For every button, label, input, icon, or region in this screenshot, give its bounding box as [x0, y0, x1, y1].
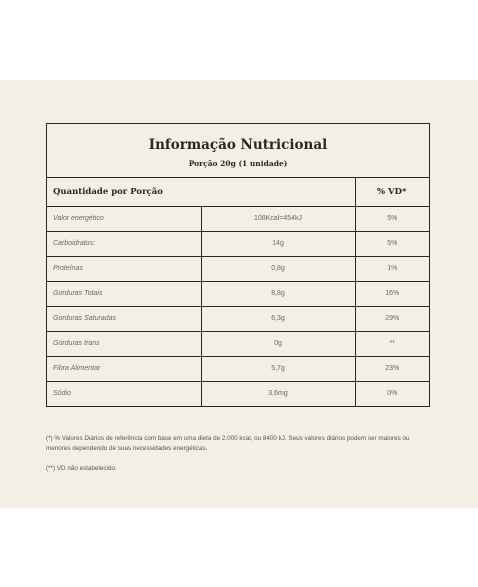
table-title: Informação Nutricional	[148, 137, 328, 153]
nutrient-vd: 23%	[355, 356, 429, 381]
table-row	[47, 306, 429, 331]
nutrient-value: 0g	[201, 331, 355, 356]
table-header	[47, 124, 429, 178]
table-row	[47, 331, 429, 356]
daily-value-footnote: (*) % Valores Diários de referência com base em uma dieta de 2.000 kcal, ou 8400 kJ. Seus valores diários podem ser maiores ou menores dependendo de suas necessidades energéticas.	[46, 435, 410, 452]
nutrient-vd: **	[355, 331, 429, 356]
nutrient-vd: 29%	[355, 306, 429, 331]
nutrient-name: Valor energético	[47, 206, 201, 231]
serving-size: Porção 20g (1 unidade)	[188, 159, 288, 168]
nutrient-value: 14g	[201, 231, 355, 256]
table-row	[47, 356, 429, 381]
footnotes	[46, 434, 430, 484]
nutrient-name: Proteínas	[47, 256, 201, 281]
nutrient-value: 3,6mg	[201, 381, 355, 406]
nutrient-value: 0,8g	[201, 256, 355, 281]
nutrient-value: 6,3g	[201, 306, 355, 331]
nutrient-value: 108Kcal=454kJ	[201, 206, 355, 231]
table-row	[47, 381, 429, 406]
table-row	[47, 256, 429, 281]
nutrition-facts-table	[46, 123, 430, 407]
table-row	[47, 231, 429, 256]
table-row	[47, 206, 429, 231]
nutrient-name: Gorduras trans	[47, 331, 201, 356]
table-row	[47, 281, 429, 306]
column-header-row	[47, 178, 429, 206]
vd-not-established-footnote: (**) VD não estabelecido.	[46, 465, 117, 472]
nutrient-name: Sódio	[47, 381, 201, 406]
nutrient-vd: 0%	[387, 390, 398, 398]
nutrient-value: 8,8g	[201, 281, 355, 306]
nutrient-value: 5,7g	[201, 356, 355, 381]
nutrient-vd: 16%	[355, 281, 429, 306]
nutrient-name: Carboidratos:	[47, 231, 201, 256]
nutrient-vd: 5%	[355, 206, 429, 231]
quantity-column-header: Quantidade por Porção	[47, 178, 355, 206]
nutrient-vd: 1%	[355, 256, 429, 281]
nutrient-name: Fibra Alimentar	[47, 356, 201, 381]
nutrient-name: Gorduras Saturadas	[47, 306, 201, 331]
nutrition-grid	[47, 178, 429, 406]
nutrient-vd: 5%	[355, 231, 429, 256]
vd-column-header: % VD*	[355, 178, 429, 206]
nutrient-name: Gorduras Totais	[47, 281, 201, 306]
